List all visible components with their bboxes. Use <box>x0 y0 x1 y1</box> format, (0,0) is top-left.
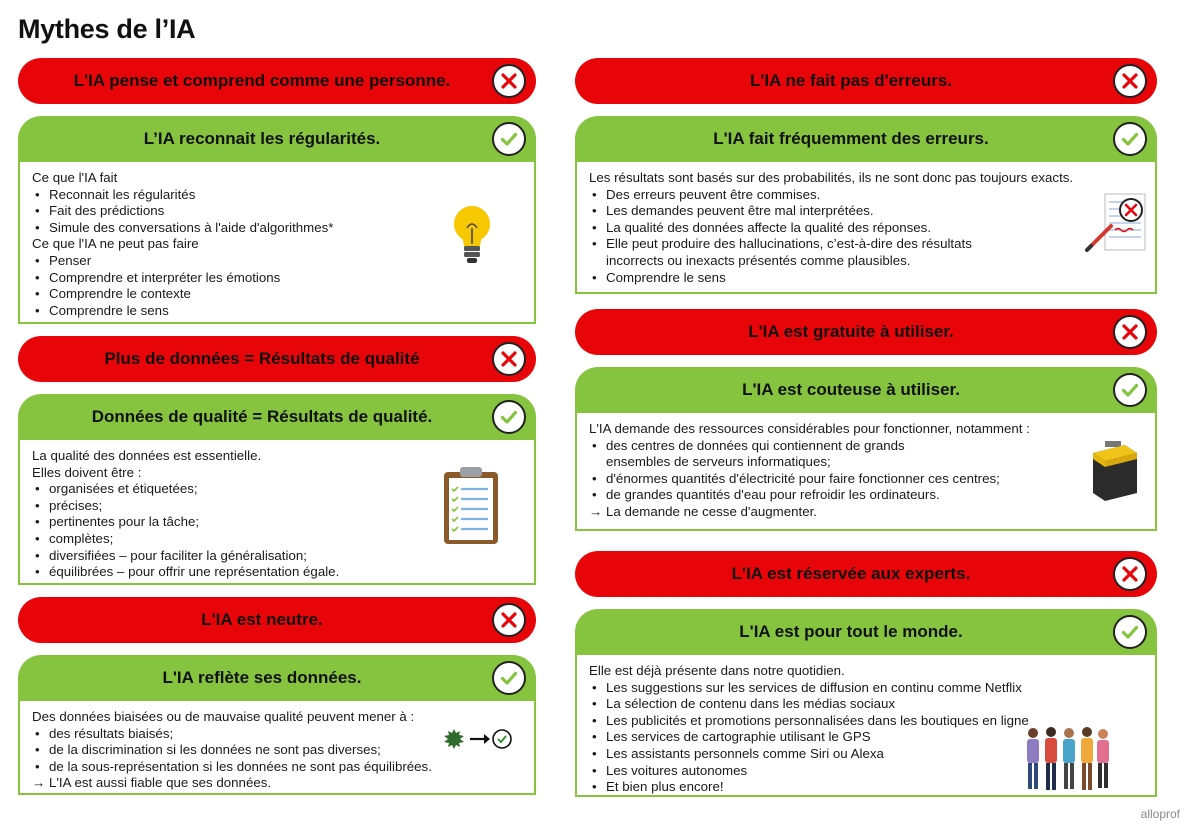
myth-card <box>18 597 536 643</box>
list-item: • La sélection de contenu dans les médias sociaux <box>589 696 1143 713</box>
fact-text: L’IA reconnait les régularités. <box>143 129 381 148</box>
details-outro: → La demande ne cesse d'augmenter. <box>589 503 817 519</box>
x-circle-icon <box>1113 64 1147 98</box>
list-item: • précises; <box>32 498 522 515</box>
lightbulb-icon <box>450 204 494 271</box>
list-item: • de la sous-représentation si les données ne sont pas équilibrées. <box>32 759 522 776</box>
myth-banner <box>575 309 1157 355</box>
fact-details <box>20 701 534 793</box>
x-circle-icon <box>492 342 526 376</box>
fact-text: L'IA fait fréquemment des erreurs. <box>713 129 989 148</box>
fact-card <box>18 394 536 585</box>
list-item: • Les voitures autonomes <box>589 763 1143 780</box>
myth-text: Plus de données = Résultats de qualité <box>104 349 420 368</box>
fact-banner <box>18 116 536 162</box>
bias-to-check-icon <box>444 727 514 756</box>
check-circle-icon <box>1113 615 1147 649</box>
list-item: • Elle peut produire des hallucinations, c’est-à-dire des résultats incorrects ou inexacts présentés comme plausibles. <box>589 236 1009 269</box>
fact-text: L'IA reflète ses données. <box>162 668 362 687</box>
myth-text: L'IA pense et comprend comme une personne. <box>73 71 451 90</box>
list-item: • Les suggestions sur les services de diffusion en continu comme Netflix <box>589 680 1143 697</box>
details-intro: Elles doivent être : <box>32 464 142 480</box>
list-item: • Les demandes peuvent être mal interprétées. <box>589 203 1075 220</box>
details-intro: Ce que l'IA ne peut pas faire <box>32 236 199 252</box>
list-item: • Reconnait les régularités <box>32 187 522 204</box>
list-item: • des centres de données qui contiennent de grands ensembles de serveurs informatiques; <box>589 438 949 471</box>
fact-text: L'IA est pour tout le monde. <box>739 622 963 641</box>
list-item: • La qualité des données affecte la qualité des réponses. <box>589 220 1075 237</box>
list-item: • d'énormes quantités d'électricité pour faire fonctionner ces centres; <box>589 471 1075 488</box>
details-intro: Ce que l'IA fait <box>32 170 118 185</box>
fact-details <box>577 162 1155 292</box>
fact-card <box>18 116 536 324</box>
details-intro: L'IA demande des ressources considérables pour fonctionner, notamment : <box>589 421 1030 436</box>
left-column <box>18 58 536 807</box>
list-item: • Les assistants personnels comme Siri ou Alexa <box>589 746 1143 763</box>
myth-card <box>575 551 1157 597</box>
myth-banner <box>18 336 536 382</box>
myth-text: L'IA est gratuite à utiliser. <box>748 322 954 341</box>
myth-card <box>575 309 1157 355</box>
fact-banner <box>575 116 1157 162</box>
details-intro: Elle est déjà présente dans notre quotidien. <box>589 663 845 678</box>
clipboard-icon <box>442 466 500 551</box>
details-outro: → L'IA est aussi fiable que ses données. <box>32 775 272 791</box>
check-circle-icon <box>1113 122 1147 156</box>
details-intro: Les résultats sont basés sur des probabilités, ils ne sont donc pas toujours exacts. <box>589 170 1074 185</box>
list-item: • Comprendre le sens <box>589 270 1075 287</box>
check-circle-icon <box>1113 373 1147 407</box>
list-item: • diversifiées – pour faciliter la généralisation; <box>32 548 522 565</box>
fact-card <box>18 655 536 795</box>
list-item: • Comprendre le sens <box>32 303 522 320</box>
battery-icon <box>1089 439 1139 506</box>
list-item: • de la discrimination si les données ne sont pas diverses; <box>32 742 522 759</box>
myth-card <box>575 58 1157 104</box>
myth-card <box>18 336 536 382</box>
fact-card <box>575 609 1157 797</box>
myth-banner <box>575 58 1157 104</box>
list-item: • équilibrées – pour offrir une représentation égale. <box>32 564 522 581</box>
myth-text: L'IA est neutre. <box>201 610 323 629</box>
myth-banner <box>18 58 536 104</box>
fact-text: Données de qualité = Résultats de qualité. <box>91 407 433 426</box>
details-intro: Des données biaisées ou de mauvaise qualité peuvent mener à : <box>32 709 415 724</box>
fact-banner <box>575 609 1157 655</box>
fact-card <box>575 367 1157 531</box>
list-item: • des résultats biaisés; <box>32 726 522 743</box>
check-circle-icon <box>492 122 526 156</box>
list-item: • Et bien plus encore! <box>589 779 1143 796</box>
list-item: • Comprendre le contexte <box>32 286 522 303</box>
list-item: • pertinentes pour la tâche; <box>32 514 522 531</box>
fact-text: L'IA est couteuse à utiliser. <box>742 380 960 399</box>
error-document-icon <box>1085 192 1149 259</box>
list-item: • de grandes quantités d'eau pour refroidir les ordinateurs. <box>589 487 1075 504</box>
x-circle-icon <box>492 603 526 637</box>
myth-text: L'IA est réservée aux experts. <box>731 564 971 583</box>
alloprof-logo: alloprof <box>1140 807 1180 821</box>
check-circle-icon <box>492 661 526 695</box>
x-circle-icon <box>492 64 526 98</box>
myth-banner <box>575 551 1157 597</box>
right-column <box>575 58 1157 809</box>
myth-banner <box>18 597 536 643</box>
fact-details <box>20 162 534 322</box>
list-item: • Simule des conversations à l'aide d'algorithmes* <box>32 220 522 237</box>
list-item: • Des erreurs peuvent être commises. <box>589 187 1075 204</box>
list-item: • complètes; <box>32 531 522 548</box>
myth-text: L'IA ne fait pas d'erreurs. <box>749 71 953 90</box>
details-intro: La qualité des données est essentielle. <box>32 448 262 463</box>
fact-banner <box>18 394 536 440</box>
fact-card <box>575 116 1157 294</box>
check-circle-icon <box>492 400 526 434</box>
x-circle-icon <box>1113 315 1147 349</box>
people-group-icon <box>1021 725 1113 798</box>
x-circle-icon <box>1113 557 1147 591</box>
list-item: • organisées et étiquetées; <box>32 481 522 498</box>
list-item: • Les services de cartographie utilisant le GPS <box>589 729 1143 746</box>
list-item: • Penser <box>32 253 522 270</box>
page-title: Mythes de l’IA <box>18 14 196 44</box>
list-item: • Les publicités et promotions personnalisées dans les boutiques en ligne <box>589 713 1143 730</box>
fact-details <box>577 655 1155 795</box>
myth-card <box>18 58 536 104</box>
fact-banner <box>18 655 536 701</box>
fact-banner <box>575 367 1157 413</box>
list-item: • Fait des prédictions <box>32 203 522 220</box>
fact-details <box>577 413 1155 529</box>
list-item: • Comprendre et interpréter les émotions <box>32 270 522 287</box>
fact-details <box>20 440 534 583</box>
